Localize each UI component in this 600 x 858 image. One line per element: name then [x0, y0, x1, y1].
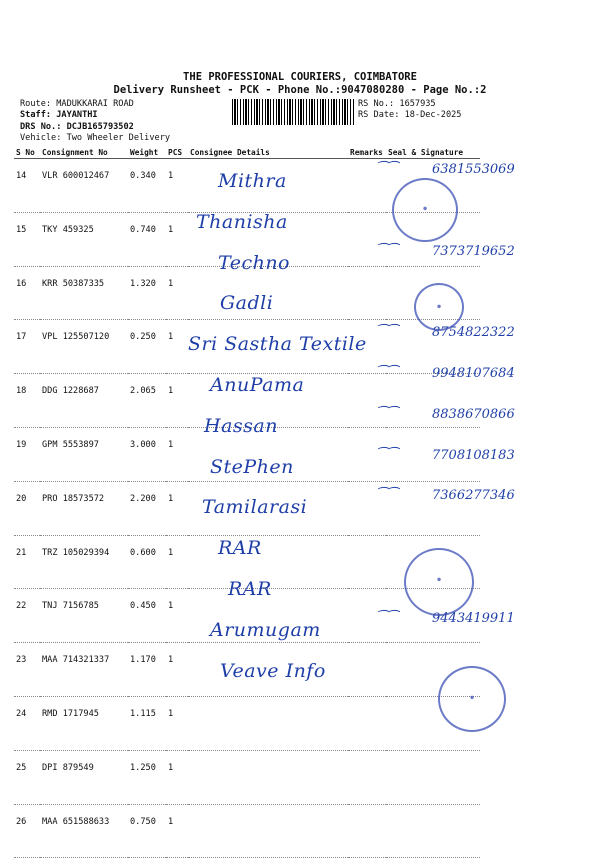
consignment-cell: GPM 5553897: [40, 427, 128, 481]
signature-cell: [386, 750, 480, 804]
weight-cell: 3.000: [128, 427, 166, 481]
handwritten-consignee-name: Hassan: [204, 414, 278, 437]
sno-cell: 17: [14, 320, 40, 374]
col-consignment: Consignment No: [40, 146, 128, 159]
handwritten-signature: ⁀⁀: [376, 406, 397, 422]
pcs-cell: 1: [166, 266, 188, 320]
company-seal-stamp: ●: [392, 178, 458, 242]
pcs-cell: 1: [166, 427, 188, 481]
signature-seal-stamp: ●: [414, 283, 464, 331]
consignment-cell: TKY 459325: [40, 212, 128, 266]
handwritten-phone-number: 7366277346: [432, 488, 515, 504]
weight-cell: 0.340: [128, 159, 166, 213]
barcode: [232, 99, 354, 125]
handwritten-phone-number: 9443419911: [432, 610, 515, 626]
handwritten-consignee-name: StePhen: [210, 455, 294, 478]
col-weight: Weight: [128, 146, 166, 159]
weight-cell: 2.065: [128, 374, 166, 428]
sno-cell: 19: [14, 427, 40, 481]
consignment-cell: DDG 1228687: [40, 374, 128, 428]
consignment-cell: VLR 600012467: [40, 159, 128, 213]
handwritten-consignee-name: Techno: [218, 251, 290, 274]
pcs-cell: 1: [166, 804, 188, 858]
consignment-cell: MAA 651588633: [40, 804, 128, 858]
signature-cell: [386, 804, 480, 858]
handwritten-phone-number: 8754822322: [432, 325, 515, 341]
col-consignee: Consignee Details: [188, 146, 348, 159]
col-remarks: Remarks: [348, 146, 386, 159]
pcs-cell: 1: [166, 589, 188, 643]
consignment-cell: MAA 714321337: [40, 643, 128, 697]
runsheet-title: Delivery Runsheet - PCK - Phone No.:9047080280 - Page No.:2: [113, 84, 487, 96]
handwritten-signature: ⁀⁀: [376, 162, 397, 177]
handwritten-signature: ⁀⁀: [376, 447, 397, 463]
handwritten-signature: ⁀⁀: [376, 366, 397, 381]
handwritten-consignee-name: AnuPama: [210, 374, 305, 396]
weight-cell: 0.750: [128, 804, 166, 858]
handwritten-phone-number: 6381553069: [432, 162, 515, 177]
pcs-cell: 1: [166, 535, 188, 589]
weight-cell: 0.450: [128, 589, 166, 643]
consignee-cell: [188, 804, 348, 858]
handwritten-consignee-name: Thanisha: [196, 210, 288, 233]
pcs-cell: 1: [166, 481, 188, 535]
handwritten-phone-number: 8838670866: [432, 406, 515, 422]
pcs-cell: 1: [166, 374, 188, 428]
sno-cell: 21: [14, 535, 40, 589]
vehicle-label: Vehicle: Two Wheeler Delivery: [20, 133, 171, 143]
consignment-cell: VPL 125507120: [40, 320, 128, 374]
handwritten-signature: ⁀⁀: [376, 488, 397, 504]
consignee-cell: [188, 696, 348, 750]
sno-cell: 22: [14, 589, 40, 643]
handwritten-consignee-name: RAR: [218, 537, 262, 560]
handwritten-phone-number: 9948107684: [432, 366, 515, 381]
rs-number: RS No.: 1657935: [358, 99, 436, 109]
sno-cell: 23: [14, 643, 40, 697]
remarks-cell: [348, 750, 386, 804]
weight-cell: 0.740: [128, 212, 166, 266]
table-row: [14, 750, 480, 804]
remarks-cell: [348, 696, 386, 750]
route-label: Route: MADUKKARAI ROAD: [20, 99, 134, 109]
sno-cell: 26: [14, 804, 40, 858]
sno-cell: 14: [14, 159, 40, 213]
sno-cell: 20: [14, 481, 40, 535]
consignee-cell: [188, 750, 348, 804]
pcs-cell: 1: [166, 320, 188, 374]
consignment-cell: TRZ 105029394: [40, 535, 128, 589]
consignment-cell: PRO 18573572: [40, 481, 128, 535]
consignment-cell: DPI 879549: [40, 750, 128, 804]
consignment-cell: TNJ 7156785: [40, 589, 128, 643]
handwritten-signature: ⁀⁀: [376, 610, 397, 626]
company-title: THE PROFESSIONAL COURIERS, COIMBATORE: [183, 71, 417, 83]
consignment-cell: RMD 1717945: [40, 696, 128, 750]
sno-cell: 24: [14, 696, 40, 750]
sno-cell: 25: [14, 750, 40, 804]
rs-date: RS Date: 18-Dec-2025: [358, 110, 462, 120]
weight-cell: 2.200: [128, 481, 166, 535]
pcs-cell: 1: [166, 750, 188, 804]
weight-cell: 1.320: [128, 266, 166, 320]
consignment-cell: KRR 50387335: [40, 266, 128, 320]
weight-cell: 1.115: [128, 696, 166, 750]
sno-cell: 16: [14, 266, 40, 320]
sno-cell: 18: [14, 374, 40, 428]
weight-cell: 0.250: [128, 320, 166, 374]
handwritten-consignee-name: RAR: [228, 578, 272, 600]
col-signature: Seal & Signature: [386, 146, 480, 159]
pcs-cell: 1: [166, 643, 188, 697]
handwritten-phone-number: 7708108183: [432, 447, 515, 463]
handwritten-signature: ⁀⁀: [376, 325, 397, 341]
remarks-cell: [348, 535, 386, 589]
remarks-cell: [348, 643, 386, 697]
handwritten-consignee-name: Veave Info: [220, 659, 326, 682]
sno-cell: 15: [14, 212, 40, 266]
weight-cell: 1.250: [128, 750, 166, 804]
remarks-cell: [348, 804, 386, 858]
handwritten-consignee-name: Mithra: [218, 170, 287, 192]
handwritten-consignee-name: Gadli: [220, 292, 274, 315]
pcs-cell: 1: [166, 212, 188, 266]
table-row: [14, 804, 480, 858]
weight-cell: 0.600: [128, 535, 166, 589]
office-seal-stamp: ●: [404, 548, 474, 616]
handwritten-phone-number: 7373719652: [432, 243, 515, 259]
business-seal-stamp: ●: [438, 666, 506, 732]
handwritten-consignee-name: Arumugam: [210, 618, 321, 641]
pcs-cell: 1: [166, 159, 188, 213]
weight-cell: 1.170: [128, 643, 166, 697]
col-pcs: PCS: [166, 146, 188, 159]
pcs-cell: 1: [166, 696, 188, 750]
table-header-row: [14, 146, 480, 159]
handwritten-signature: ⁀⁀: [376, 243, 397, 259]
staff-label: Staff: JAYANTHI: [20, 110, 98, 120]
handwritten-consignee-name: Tamilarasi: [202, 496, 308, 519]
remarks-cell: [348, 266, 386, 320]
col-sno: S No: [14, 146, 40, 159]
table-row: [14, 696, 480, 750]
drs-label: DRS No.: DCJB165793502: [20, 122, 134, 132]
handwritten-consignee-name: Sri Sastha Textile: [188, 333, 367, 356]
